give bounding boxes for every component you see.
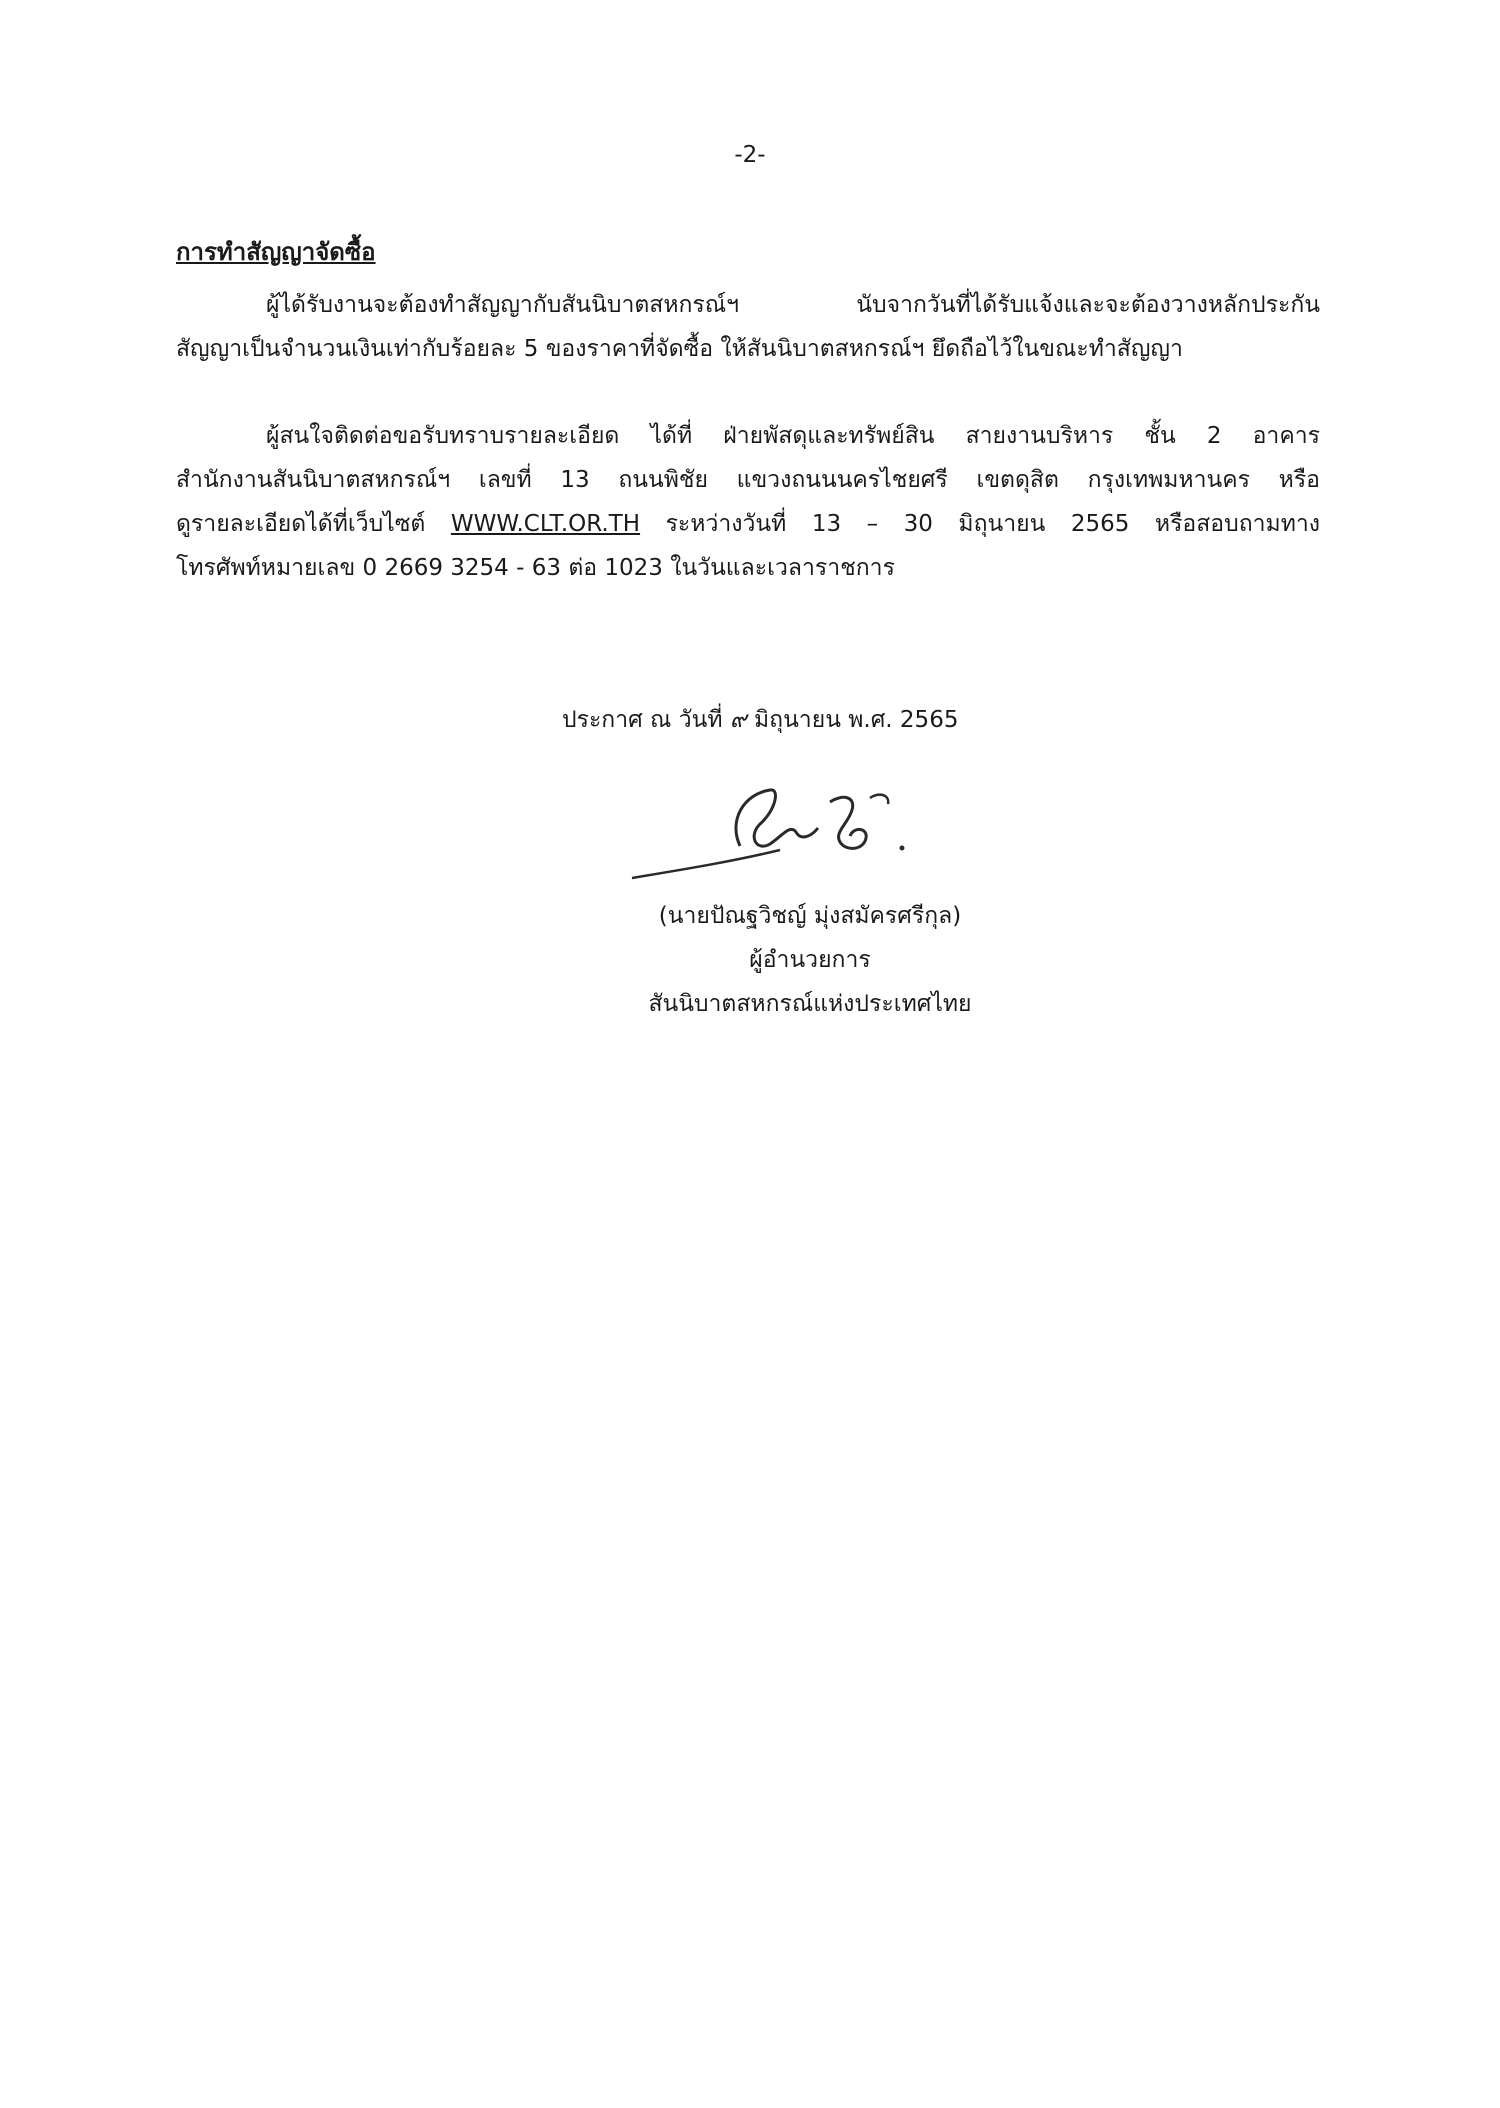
signatory-name: (นายปัณฐวิชญ์ มุ่งสมัครศรีกุล) bbox=[658, 903, 962, 929]
contact-line-3-start: ดูรายละเอียดได้ที่เว็บไซต์ bbox=[176, 511, 451, 537]
website-link[interactable]: WWW.CLT.OR.TH bbox=[450, 511, 641, 537]
contact-line-1: ผู้สนใจติดต่อขอรับทราบรายละเอียด ได้ที่ ฝ่ายพัสดุและทรัพย์สิน สายงานบริหาร ชั้น 2 อาคาร bbox=[266, 423, 1320, 449]
contact-paragraph bbox=[176, 414, 1320, 590]
announcement-date bbox=[562, 702, 958, 738]
signatory-organization: สันนิบาตสหกรณ์แห่งประเทศไทย bbox=[648, 991, 972, 1017]
section-heading: การทำสัญญาจัดซื้อ bbox=[176, 238, 376, 266]
contract-line-2: สัญญาเป็นจำนวนเงินเท่ากับร้อยละ 5 ของราคาที่จัดซื้อ ให้สันนิบาตสหกรณ์ฯ ยึดถือไว้ในขณะทำสัญญา bbox=[176, 336, 1183, 362]
announcement-prefix: ประกาศ ณ วันที่ bbox=[562, 707, 730, 733]
contact-line-4: โทรศัพท์หมายเลข 0 2669 3254 - 63 ต่อ 1023 ในวันและเวลาราชการ bbox=[176, 555, 895, 581]
page-number: -2- bbox=[734, 142, 766, 168]
signatory-block bbox=[560, 894, 1060, 1026]
contact-line-3 bbox=[176, 502, 1320, 546]
announcement-day: ๙ bbox=[729, 707, 747, 733]
contract-paragraph bbox=[176, 283, 1320, 371]
signatory-position: ผู้อำนวยการ bbox=[749, 947, 871, 973]
handwritten-signature bbox=[620, 780, 940, 900]
contract-line-1: ผู้ได้รับงานจะต้องทำสัญญากับสันนิบาตสหกรณ์ฯ นับจากวันที่ได้รับแจ้งและจะต้องวางหลักประกัน bbox=[266, 292, 1320, 318]
announcement-suffix: มิถุนายน พ.ศ. 2565 bbox=[746, 707, 959, 733]
contact-line-3-end: ระหว่างวันที่ 13 – 30 มิถุนายน 2565 หรือสอบถามทาง bbox=[640, 511, 1321, 537]
contact-line-2: สำนักงานสันนิบาตสหกรณ์ฯ เลขที่ 13 ถนนพิชัย แขวงถนนนครไชยศรี เขตดุสิต กรุงเทพมหานคร หรือ bbox=[176, 467, 1320, 493]
